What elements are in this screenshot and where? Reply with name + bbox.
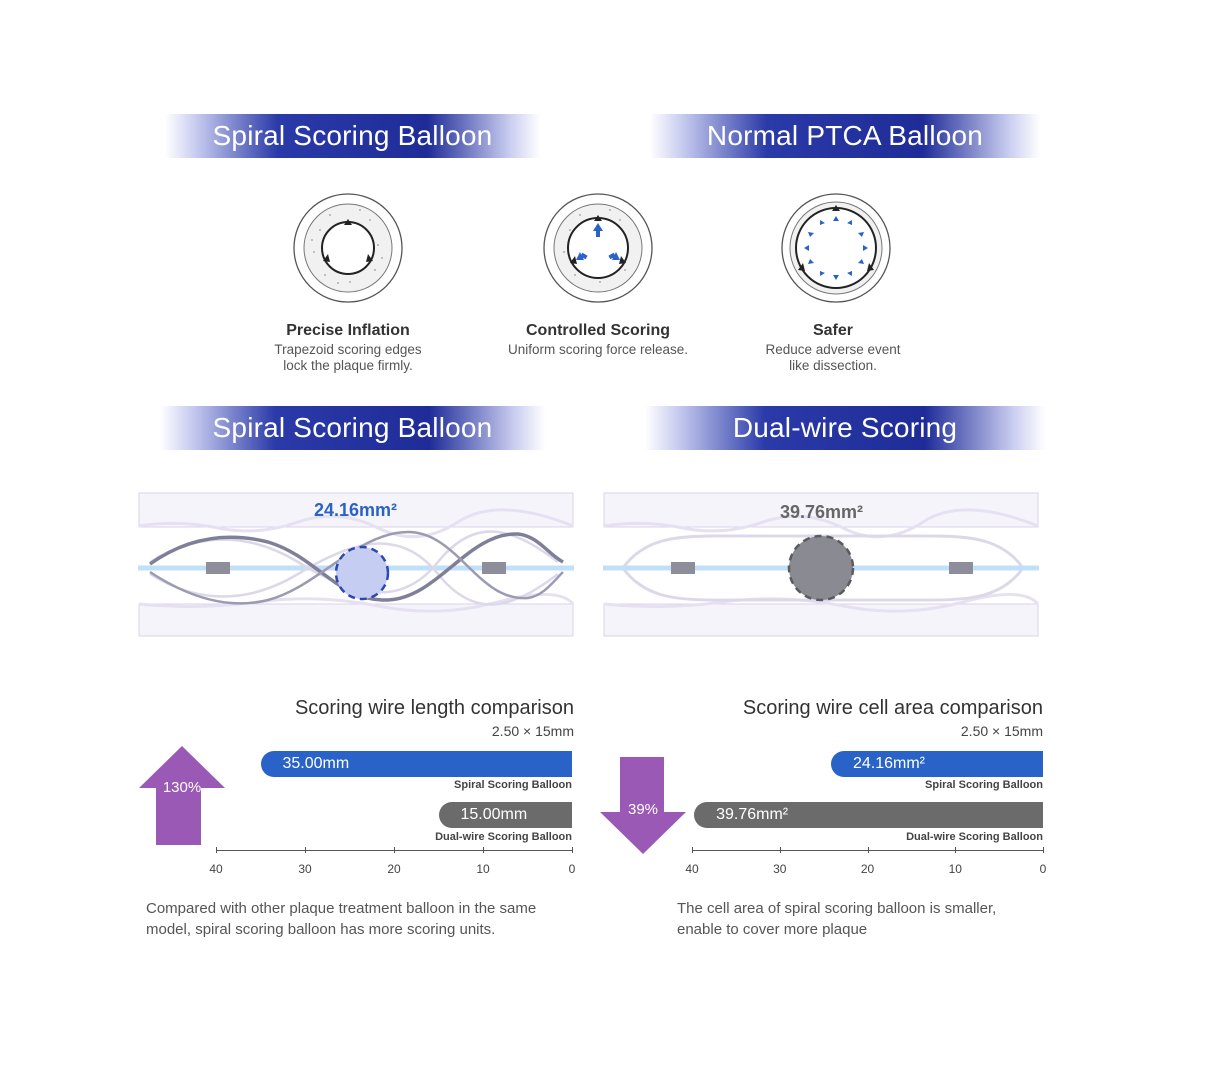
length-bar-dual: [439, 802, 573, 828]
tick-label: 20: [387, 862, 401, 876]
banner-normal-ptca: [650, 114, 1040, 158]
controlled-scoring-diagram: [540, 190, 656, 306]
feature-desc-safer-2: like dissection.: [789, 358, 877, 373]
tick-label: 30: [298, 862, 312, 876]
tick-label: 40: [685, 862, 699, 876]
feature-title-precise: Precise Inflation: [286, 322, 410, 339]
length-bar-spiral-value: 35.00mm: [282, 755, 350, 772]
area-change-label: 39%: [627, 801, 659, 818]
tick-label: 0: [568, 862, 576, 876]
tick-mark: [868, 847, 869, 853]
increase-arrow-icon: [139, 746, 225, 846]
dual-wire-area-label: 39.76mm²: [780, 502, 864, 522]
tick-mark: [572, 847, 573, 853]
banner-spiral-top-text: Spiral Scoring Balloon: [212, 120, 493, 151]
tick-mark: [692, 847, 693, 853]
tick-mark: [955, 847, 956, 853]
chart-area-subtitle: 2.50 × 15mm: [960, 723, 1043, 739]
safer-diagram: [778, 190, 894, 306]
banner-spiral-mid: [160, 406, 545, 450]
feature-title-controlled: Controlled Scoring: [526, 322, 670, 339]
banner-spiral-top: [165, 114, 540, 158]
banner-normal-ptca-text: Normal PTCA Balloon: [706, 120, 984, 151]
tick-label: 10: [476, 862, 490, 876]
tick-mark: [1043, 847, 1044, 853]
area-bar-dual-value: 39.76mm²: [716, 806, 789, 823]
length-bar-spiral: [261, 751, 573, 777]
length-bar-dual-value: 15.00mm: [460, 806, 528, 823]
chart-area-title: Scoring wire cell area comparison: [742, 697, 1043, 719]
feature-desc-safer-1: Reduce adverse event: [765, 342, 901, 357]
chart-length-subtitle: 2.50 × 15mm: [491, 723, 574, 739]
area-bar-spiral-label: Spiral Scoring Balloon: [925, 779, 1043, 791]
chart-length-title: Scoring wire length comparison: [294, 697, 574, 719]
tick-mark: [394, 847, 395, 853]
area-bar-dual-label: Dual-wire Scoring Balloon: [906, 831, 1043, 843]
feature-desc-controlled-1: Uniform scoring force release.: [507, 342, 689, 357]
tick-label: 30: [773, 862, 787, 876]
spiral-area-label: 24.16mm²: [314, 500, 398, 520]
feature-desc-precise-1: Trapezoid scoring edges: [274, 342, 422, 357]
length-bar-spiral-label: Spiral Scoring Balloon: [454, 779, 572, 791]
tick-mark: [483, 847, 484, 853]
banner-spiral-mid-text: Spiral Scoring Balloon: [212, 412, 493, 443]
area-note-2: enable to cover more plaque: [677, 921, 868, 938]
feature-title-safer: Safer: [812, 322, 854, 339]
length-note-2: model, spiral scoring balloon has more scoring units.: [146, 921, 496, 938]
area-bar-spiral: [831, 751, 1043, 777]
tick-mark: [305, 847, 306, 853]
tick-label: 0: [1039, 862, 1047, 876]
banner-dual-wire-text: Dual-wire Scoring: [732, 412, 958, 443]
tick-mark: [780, 847, 781, 853]
banner-dual-wire: [645, 406, 1045, 450]
length-bar-dual-label: Dual-wire Scoring Balloon: [435, 831, 572, 843]
area-bar-dual: [694, 802, 1043, 828]
area-note-1: The cell area of spiral scoring balloon is smaller,: [677, 900, 997, 917]
tick-label: 20: [860, 862, 875, 876]
feature-desc-precise-2: lock the plaque firmly.: [283, 358, 413, 373]
length-change-label: 130%: [162, 779, 202, 796]
tick-label: 40: [209, 862, 223, 876]
area-bar-spiral-value: 24.16mm²: [852, 755, 926, 772]
tick-label: 10: [948, 862, 962, 876]
precise-inflation-diagram: [290, 190, 406, 306]
tick-mark: [216, 847, 217, 853]
length-note-1: Compared with other plaque treatment balloon in the same: [146, 900, 537, 917]
